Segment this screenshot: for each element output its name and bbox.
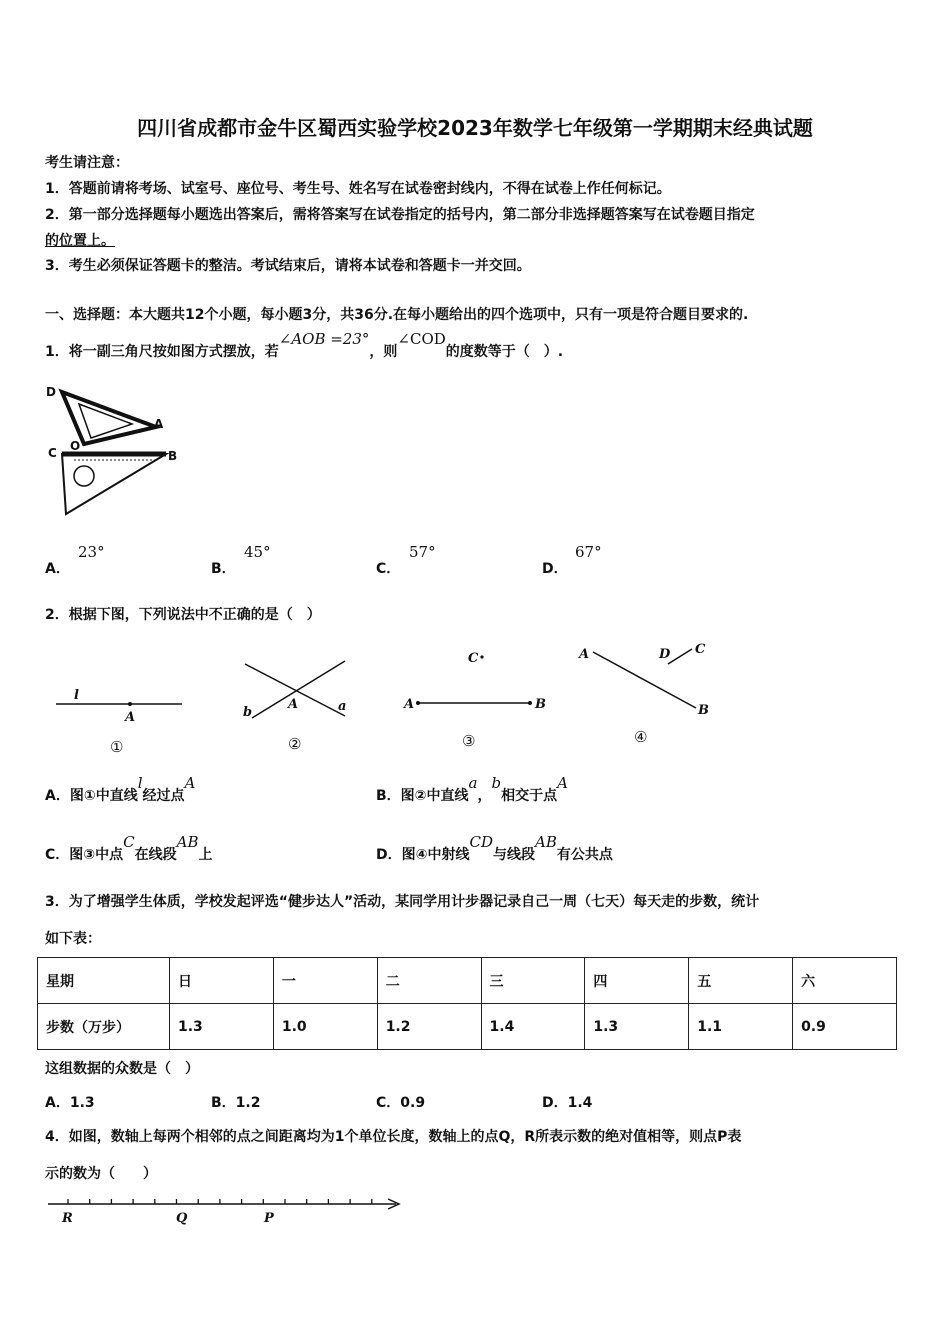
q2-option-b-point: A xyxy=(557,774,568,792)
q2-fig3-number: ③ xyxy=(462,732,476,750)
q2-option-b-line-a: a xyxy=(468,774,478,792)
page-title: 四川省成都市金牛区蜀西实验学校2023年数学七年级第一学期期末经典试题 xyxy=(137,116,813,140)
q4-label-p: P xyxy=(264,1211,274,1226)
q2-option-b-sep: ， xyxy=(477,788,492,804)
q2-option-a-text1: A．图①中直线 xyxy=(45,788,138,804)
q2-option-d xyxy=(376,833,613,864)
q3-option-d: D．1.4 xyxy=(542,1095,593,1111)
q1-label-d: D xyxy=(46,385,56,399)
q2-option-b-text1: B．图②中直线 xyxy=(376,788,469,804)
q2-option-d-segment: AB xyxy=(535,833,557,851)
q2-fig2-label-a-line: a xyxy=(338,699,347,714)
q2-option-a-text2: 经过点 xyxy=(142,788,185,804)
q2-stem: 2．根据下图，下列说法中不正确的是（ ） xyxy=(45,607,321,623)
table-header-cell: 四 xyxy=(585,958,689,1004)
q1-option-b-value: 45° xyxy=(244,543,271,561)
q2-option-c xyxy=(45,833,213,864)
q2-figures xyxy=(40,636,730,761)
q3-question: 这组数据的众数是（ ） xyxy=(45,1061,199,1077)
q1-label-b: B xyxy=(168,449,178,463)
q4-number-line xyxy=(44,1192,409,1232)
table-header-cell: 五 xyxy=(689,958,793,1004)
q2-fig1-number: ① xyxy=(110,738,124,756)
q1-option-c-letter: C． xyxy=(376,561,401,577)
q1-given-angle: ∠AOB =23° xyxy=(278,330,370,348)
q3-stem-line2: 如下表： xyxy=(45,931,101,947)
q2-fig3-label-b: B xyxy=(535,697,546,712)
q3-option-c: C．0.9 xyxy=(376,1095,426,1111)
q2-fig4-label-b: B xyxy=(698,703,709,718)
q2-option-c-segment: AB xyxy=(176,833,199,851)
table-cell: 1.0 xyxy=(273,1004,377,1050)
q2-option-c-text3: 上 xyxy=(198,847,213,863)
q1-triangle-figure xyxy=(44,382,184,522)
q3-stem-line1: 3．为了增强学生体质，学校发起评选“健步达人”活动，某同学用计步器记录自己一周（七天）每天走的步数，统计 xyxy=(45,894,760,910)
table-cell: 1.2 xyxy=(377,1004,481,1050)
q2-fig2-label-a-point: A xyxy=(288,697,299,712)
notice-item-3: 3．考生必须保证答题卡的整洁。考试结束后，请将本试卷和答题卡一并交回。 xyxy=(45,258,531,274)
q4-stem-line1: 4．如图，数轴上每两个相邻的点之间距离均为1个单位长度，数轴上的点Q，R所表示数的绝对值相等，则点P表 xyxy=(45,1129,742,1145)
q1-prefix: 1．将一副三角尺按如图方式摆放，若 xyxy=(45,344,279,360)
q2-option-c-text2: 在线段 xyxy=(134,847,177,863)
q4-label-q: Q xyxy=(176,1211,188,1226)
q1-stem xyxy=(45,330,564,361)
q2-option-b-text2: 相交于点 xyxy=(501,788,558,804)
q1-option-d-value: 67° xyxy=(575,543,602,561)
table-header-cell: 一 xyxy=(273,958,377,1004)
q1-label-c: C xyxy=(48,446,57,460)
table-cell: 1.1 xyxy=(689,1004,793,1050)
q2-fig3-label-a: A xyxy=(404,697,415,712)
q1-mid: ，则 xyxy=(369,344,398,360)
q1-option-c-value: 57° xyxy=(409,543,436,561)
q2-fig4-number: ④ xyxy=(634,728,648,746)
q1-label-o: O xyxy=(70,439,81,453)
q4-label-r: R xyxy=(62,1211,73,1226)
table-row-label: 步数（万步） xyxy=(38,1004,170,1050)
q2-fig4-label-c: C xyxy=(695,642,706,657)
table-header-cell: 星期 xyxy=(38,958,170,1004)
q1-label-a: A xyxy=(154,417,164,431)
q1-option-b-letter: B． xyxy=(211,561,236,577)
q2-option-a xyxy=(45,774,196,805)
table-row xyxy=(38,1004,897,1050)
q2-fig1-label-a: A xyxy=(125,710,136,725)
q1-option-d-letter: D． xyxy=(542,561,568,577)
q2-fig4-label-d: D xyxy=(659,647,671,662)
table-cell: 1.3 xyxy=(170,1004,274,1050)
q2-fig4-label-a: A xyxy=(579,647,590,662)
q2-option-d-text1: D．图④中射线 xyxy=(376,847,470,863)
q2-fig2-label-b: b xyxy=(243,705,253,720)
table-cell: 1.4 xyxy=(481,1004,585,1050)
q2-option-a-point: A xyxy=(184,774,196,792)
q3-option-b: B．1.2 xyxy=(211,1095,261,1111)
table-cell: 0.9 xyxy=(793,1004,897,1050)
notice-item-1: 1．答题前请将考场、试室号、座位号、考生号、姓名写在试卷密封线内，不得在试卷上作任何标记。 xyxy=(45,181,671,197)
q2-option-d-text2: 与线段 xyxy=(493,847,535,863)
q2-option-c-text1: C．图③中点 xyxy=(45,847,124,863)
notice-heading: 考生请注意： xyxy=(45,155,129,171)
table-header-cell: 三 xyxy=(481,958,585,1004)
section-heading: 一、选择题：本大题共12个小题，每小题3分，共36分.在每小题给出的四个选项中，只有一项是符合题目要求的. xyxy=(45,307,749,323)
q2-option-d-ray: CD xyxy=(469,833,493,851)
q1-suffix: 的度数等于（ ）. xyxy=(445,344,564,360)
q2-option-a-line: l xyxy=(137,774,143,792)
q2-fig1-label-l: l xyxy=(74,688,79,703)
q2-option-b xyxy=(376,774,568,805)
q2-option-b-line-b: b xyxy=(491,774,502,792)
q2-fig2-number: ② xyxy=(288,735,302,753)
table-header-cell: 二 xyxy=(377,958,481,1004)
q1-option-a-letter: A． xyxy=(45,561,70,577)
table-header-row xyxy=(38,958,897,1004)
notice-item-2: 2．第一部分选择题每小题选出答案后，需将答案写在试卷指定的括号内，第二部分非选择题答案写在试卷题目指定 xyxy=(45,207,755,223)
q3-option-a: A．1.3 xyxy=(45,1095,95,1111)
steps-table xyxy=(37,957,897,1050)
notice-item-2-cont: 的位置上。 xyxy=(45,233,115,249)
table-header-cell: 日 xyxy=(170,958,274,1004)
q2-option-d-text3: 有公共点 xyxy=(556,847,613,863)
q2-option-c-point: C xyxy=(123,833,135,851)
q1-option-a-value: 23° xyxy=(78,543,105,561)
q4-stem-line2: 示的数为（ ） xyxy=(45,1166,157,1182)
table-cell: 1.3 xyxy=(585,1004,689,1050)
table-header-cell: 六 xyxy=(793,958,897,1004)
q1-target-angle: ∠COD xyxy=(397,330,446,348)
q2-fig3-label-c: C xyxy=(468,651,479,666)
